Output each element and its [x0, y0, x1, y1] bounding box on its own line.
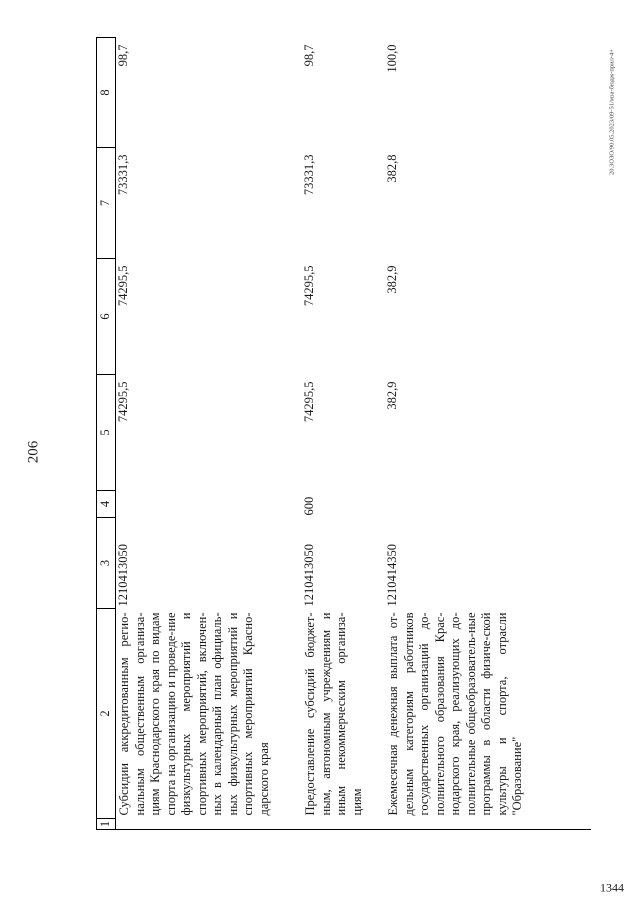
row-value-8: 98,7 [116, 44, 130, 67]
row-name-cell: Субсидии аккредитованным регио-нальным общественным организа-циям Краснодарского края по видам спорта на организацию и проведе-ние физкультурных мероприятий и спортивных мероприятий, включен-ных в календарный план официаль-ных физкультурных мероприятий и спортивных мероприятий Красно-дарского края [117, 612, 271, 816]
row-value-5: 74295,5 [302, 381, 316, 423]
header-col-2: 2 [97, 609, 116, 819]
row-name-cell: Ежемесячная денежная выплата от-дельным категориям работников государственных организаций до-полнительного образования Крас-нодарского края, реализующих до-полнительные общеобразователь-ные программы в области физиче-ской культуры и спорта, отрасли "Образование" [386, 612, 524, 816]
document-stamp: 20.3ОЗО/90.05.2023/09-51/мза-бюдж-прил-4+ [608, 49, 616, 175]
header-col-5: 5 [97, 375, 116, 491]
row-name-cell: Предоставление субсидий бюджет-ным, автономным учреждениям и иным некоммерческим организа-циям [303, 612, 364, 816]
row-index-cell [116, 819, 303, 830]
table-row [116, 38, 303, 830]
row-value-7: 382,8 [385, 154, 399, 183]
row-vr-cell: 600 [302, 496, 316, 516]
header-col-8: 8 [97, 38, 116, 148]
row-index-cell [385, 819, 591, 830]
page-number: 206 [25, 440, 42, 464]
table-row [302, 38, 385, 830]
row-value-8: 100,0 [385, 44, 399, 73]
header-row [97, 38, 116, 830]
budget-table [96, 37, 591, 830]
row-value-6: 74295,5 [116, 265, 130, 307]
row-kbk-cell: 1210414350 [385, 544, 399, 607]
rotated-table-area [96, 38, 595, 830]
row-index-cell [302, 819, 385, 830]
header-col-6: 6 [97, 259, 116, 375]
row-vr-cell [116, 491, 303, 518]
row-value-6: 382,9 [385, 265, 399, 294]
row-value-5: 382,9 [385, 381, 399, 410]
row-kbk-cell: 1210413050 [302, 544, 316, 607]
row-vr-cell [385, 491, 591, 518]
row-value-7: 73331,3 [302, 154, 316, 196]
header-col-4: 4 [97, 491, 116, 518]
row-value-7: 73331,3 [116, 154, 130, 196]
row-kbk-cell: 1210413050 [116, 544, 130, 607]
sheet-number: 1344 [600, 880, 624, 895]
row-value-8: 98,7 [302, 44, 316, 67]
header-col-1: 1 [97, 819, 116, 830]
row-value-6: 74295,5 [302, 265, 316, 307]
table-row [385, 38, 591, 830]
header-col-7: 7 [97, 148, 116, 259]
row-value-5: 74295,5 [116, 381, 130, 423]
header-col-3: 3 [97, 518, 116, 609]
